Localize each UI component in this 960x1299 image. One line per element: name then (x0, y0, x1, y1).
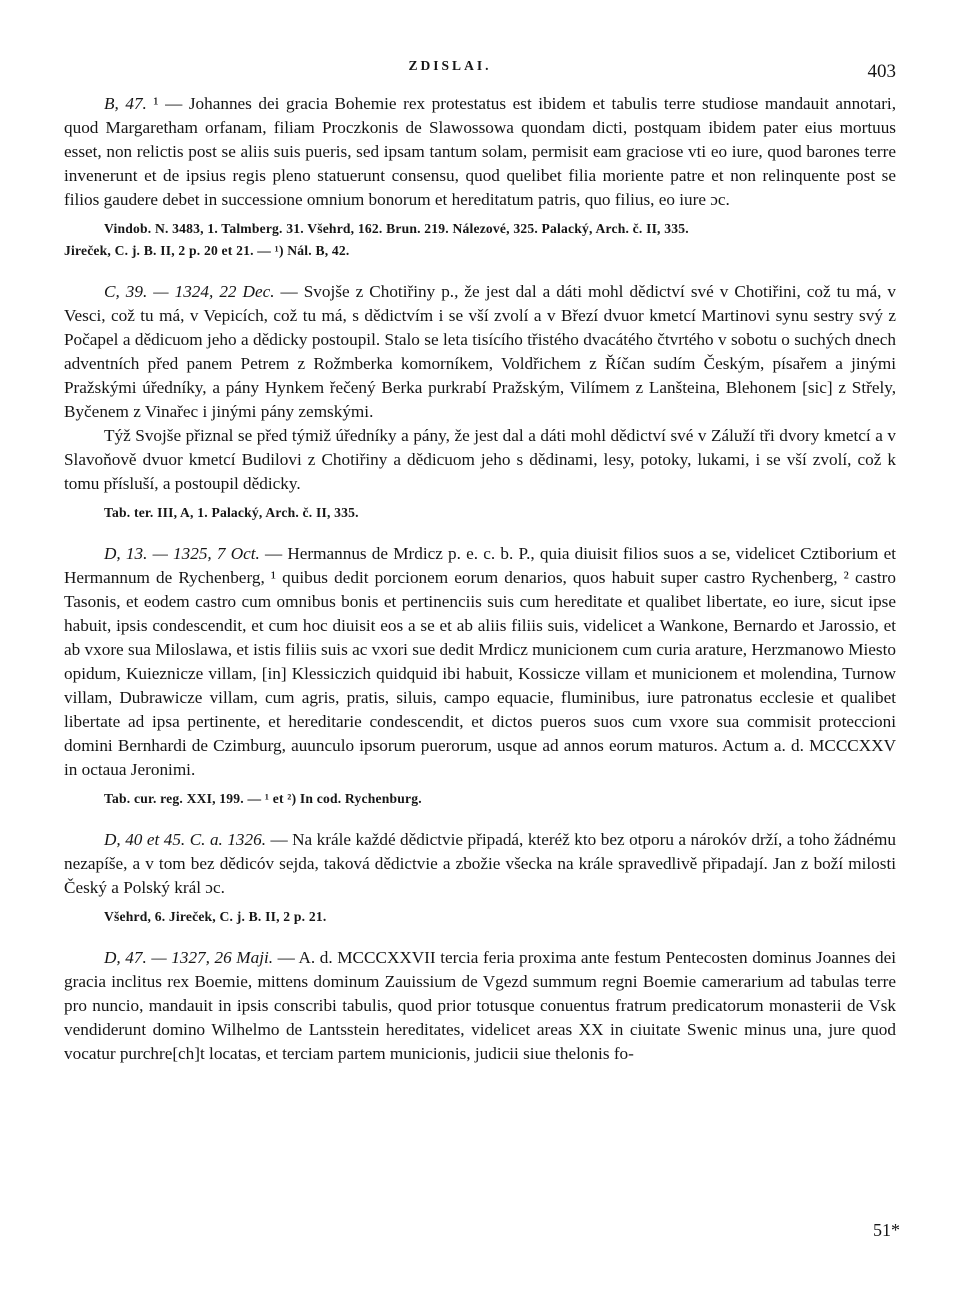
source-citation: Tab. ter. III, A, 1. Palacký, Arch. č. II, 335. (104, 505, 359, 520)
entry-block (64, 92, 896, 262)
running-head: ZDISLAI. (408, 58, 492, 73)
entry-text (64, 542, 896, 782)
source-citation-continued: Jireček, C. j. B. II, 2 p. 20 et 21. — ¹) Nál. B, 42. (64, 243, 350, 258)
entry-text (64, 92, 896, 212)
entry-reference: D, 47. — 1327, 26 Maji. (104, 948, 274, 967)
entry-reference: B, 47. (104, 94, 147, 113)
entry-body: — Svojše z Chotiřiny p., že jest dal a dáti mohl dědictví své v Chotiřini, což tu má, v Vesci, což tu má, v Vepicích, což tu má, s dědictvím i se vší zvolí a v Březí dvuor kmetcí Martinovi synu sestry svý z Počapel a dědicuom jeho a dědicky postoupil. Stalo se leta tisícího třistého dvacátého čtvrtého v sobotu o suchých dnech adventních před panem Petrem z Rožmberka komorníkem, Voldřichem z Říčan sudím Českým, písařem a jinými Pražskými úředníky, a pány Hynkem řečený Berka purkrabí Pražským, Vilímem z Lanšteina, Blehonem [sic] z Střely, Byčenem z Vinařec i jinými pány zemskými. (64, 282, 896, 421)
entry-block (64, 280, 896, 524)
entry-block (64, 542, 896, 810)
page-header (64, 48, 896, 92)
entry-text (64, 828, 896, 900)
entry-body: — Na krále každé dědictvie připadá, kteréž kto bez otporu a nárokóv drží, a toho žádnému nezapíše, a v tom bez dědicóv sejda, taková dědictvie a zbožie všecka na krále spravedlivě připadají. Jan z boží milosti Český a Polský král ɔc. (64, 830, 897, 897)
entry-paragraph-second: Týž Svojše přiznal se před týmiž úředníky a pány, že jest dal a dáti mohl dědictví své v Záluží tři dvory kmetcí a v Slavoňově dvuor kmetcí Budilovi z Chotiřiny a dědicuom jeho s dědinami, lesy, potoky, lukami, i se vší zvolí, což k tomu přísluší, a postoupil dědicky. (64, 426, 896, 493)
entry-reference: D, 13. — 1325, 7 Oct. (104, 544, 260, 563)
entry-block (64, 828, 896, 928)
source-citation: Tab. cur. reg. XXI, 199. — ¹ et ²) In cod. Rychenburg. (104, 791, 422, 806)
source-citation: Vindob. N. 3483, 1. Talmberg. 31. Všehrd, 162. Brun. 219. Nálezové, 325. Palacký, Arch. č. II, 335. (104, 221, 689, 236)
page-number: 403 (867, 61, 896, 82)
entry-reference: C, 39. — 1324, 22 Dec. (104, 282, 275, 301)
entry-block (64, 946, 896, 1066)
entry-body: — A. d. MCCCXXVII tercia feria proxima ante festum Pentecosten dominus Joannes dei gracia inclitus rex Boemie, mittens dominum Zauissium de Vgezd summum regni Boemie camerarium ad tabulas terre pro nuncio, mandauit in ipsis conscribi tabulis, quod prior totusque conuentus fratrum predicatorum monasterii de Vsk vendiderunt domino Wilhelmo de Lantsstein hereditates, videlicet areas XX in ciuitate Swenic minus una, jure quod vocatur purchre[ch]t locatas, et terciam partem municionis, judicii siue thelonis fo- (64, 948, 897, 1063)
entry-reference: D, 40 et 45. C. a. 1326. (104, 830, 266, 849)
entry-text (64, 280, 896, 496)
entry-text (64, 946, 896, 1066)
document-page (64, 48, 896, 1084)
source-citation: Všehrd, 6. Jireček, C. j. B. II, 2 p. 21. (104, 909, 327, 924)
entry-body: ¹ — Johannes dei gracia Bohemie rex protestatus est ibidem et tabulis terre studiose mandauit annotari, quod Margaretham orfanam, filiam Proczkonis de Slawossowa quondam dicti, postquam ibidem pater eius mortuus esset, non relictis post se aliis suis pueris, sed ipsam tantum solam, permisit eam graciose vti eo iure, quod barones terre invenerunt et de ipsius regis pleno statuerunt consensu, quod quelibet filia moriente patre et non relinquente post se filios gaudere debet in successione omnium bonorum et hereditatum patris, quo filius, eo iure ɔc. (64, 94, 896, 209)
signature-mark: 51* (873, 1220, 900, 1240)
entry-body: — Hermannus de Mrdicz p. e. c. b. P., quia diuisit filios suos a se, videlicet Cztiborium et Hermannum de Rychenberg, ¹ quibus dedit porcionem eorum denarios, quos habuit super castro Rychenberg, ² castro Tasonis, et eodem castro cum omnibus bonis et pertinenciis suis cum hereditate et qualibet libertate, eo iure, sicut ipse habuit, ipsis condescendit, et cum hoc diuisit eos a se et ab aliis filiis suis, videlicet a Wankone, Bernardo et Jarossio, et ab vxore sua Miloslawa, et istis filiis suis ac vxori sue dedit Mrdicz municionem cum curia arature, Herzmanowo Miesto opidum, Kuieznicze villam, [in] Klessiczich quidquid ibi habuit, Kossicze villam et municionem et molendina, Turnow villam, Dubrawicze villam, cum agris, pratis, siluis, campo equacie, fluminibus, iure patronatus ecclesie et qualibet libertate ad ipsa pertinente, et hereditarie condescendit, et dictos pueros suos cum vxore sua commisit proteccioni domini Bernhardi de Czimburg, auunculo ipsorum puerorum, usque ad annos eorum maturos. Actum a. d. MCCCXXV in octaua Jeronimi. (64, 544, 896, 779)
